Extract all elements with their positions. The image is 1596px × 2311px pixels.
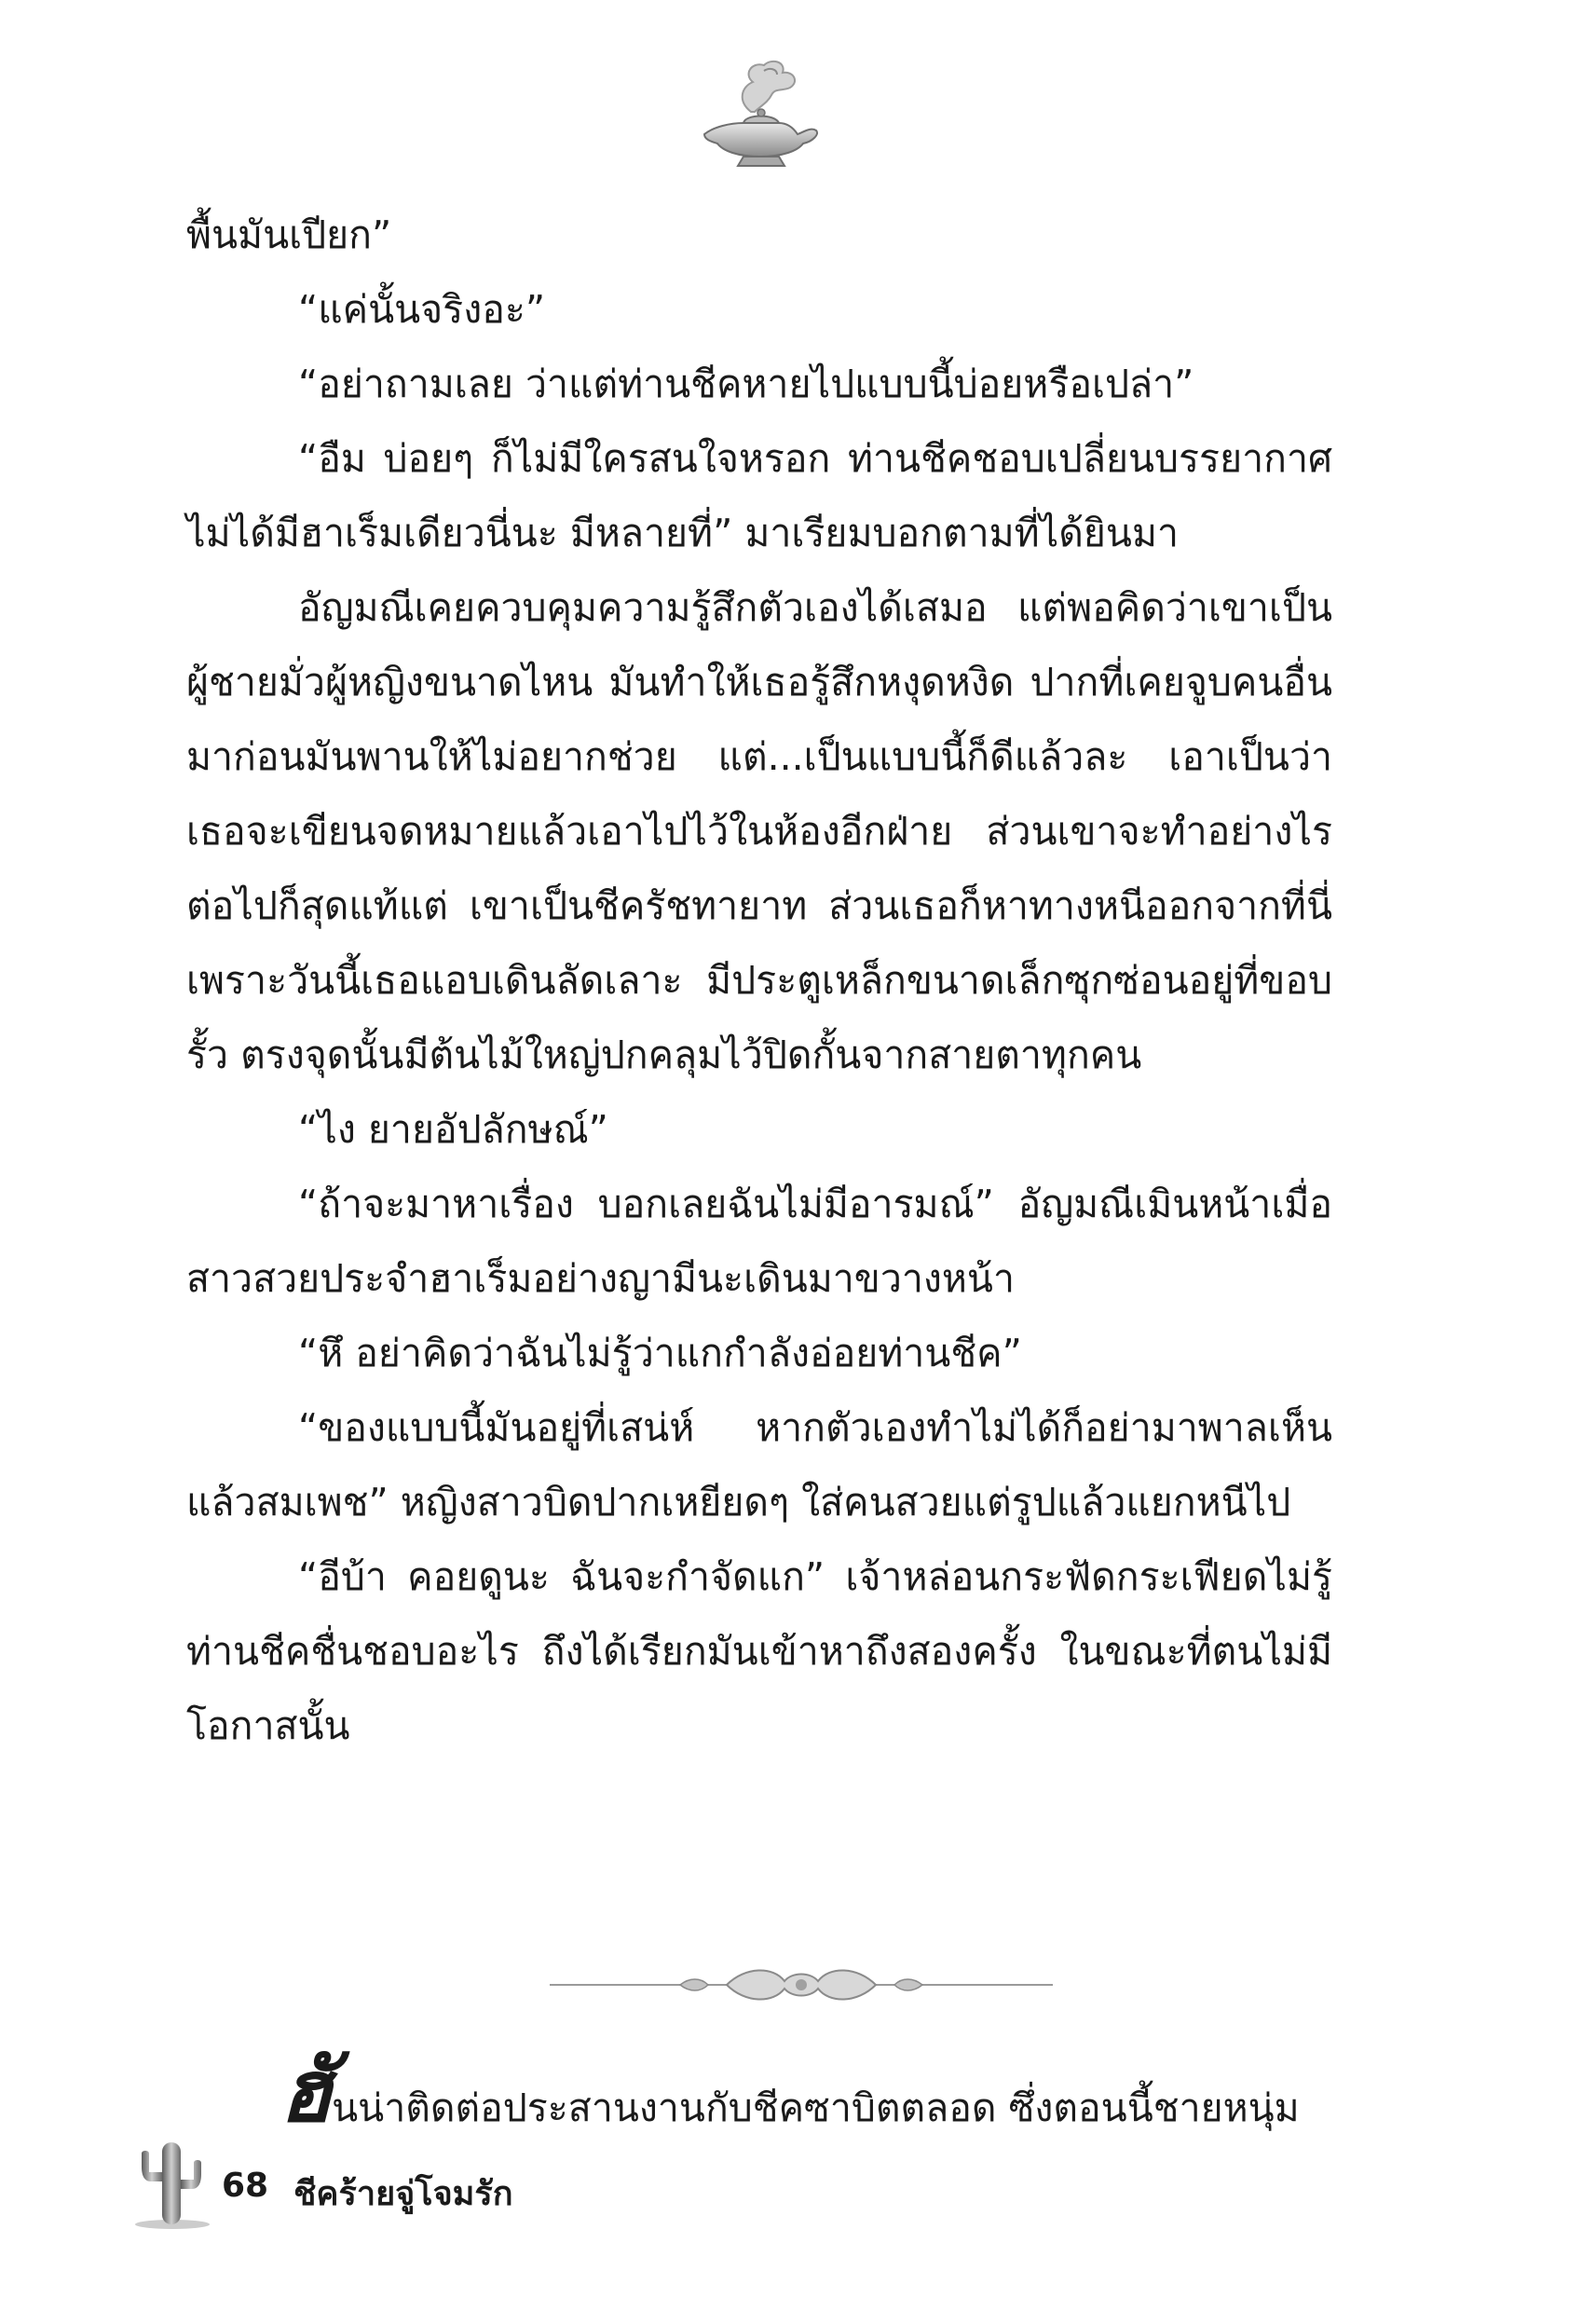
ornamental-divider-icon [540, 1957, 1062, 2013]
page-number: 68 [222, 2167, 269, 2205]
paragraph: “อีบ้า คอยดูนะ ฉันจะกำจัดแก” เจ้าหล่อนกระฟัดกระเฟียดไม่รู้ท่านชีคชื่นชอบอะไร ถึงได้เรียกมันเข้าหาถึงสองครั้ง ในขณะที่ตนไม่มีโอกาสนั้น [186, 1554, 1332, 1748]
genie-lamp-icon [686, 54, 825, 175]
paragraph: พื้นมันเปียก” [186, 212, 392, 257]
paragraph: อัญมณีเคยควบคุมความรู้สึกตัวเองได้เสมอ แต่พอคิดว่าเขาเป็นผู้ชายมั่วผู้หญิงขนาดไหน มันทำให้เธอรู้สึกหงุดหงิด ปากที่เคยจูบคนอื่นมาก่อนมันพานให้ไม่อยากช่วย แต่...เป็นแบบนี้ก็ดีแล้วละ เอาเป็นว่าเธอจะเขียนจดหมายแล้วเอาไปไว้ในห้องอีกฝ่าย ส่วนเขาจะทำอย่างไรต่อไปก็สุดแท้แต่ เขาเป็นชีครัชทายาท ส่วนเธอก็หาทางหนีออกจากที่นี่ เพราะวันนี้เธอแอบเดินลัดเลาะ มีประตูเหล็กขนาดเล็กซุกซ่อนอยู่ที่ขอบรั้ว ตรงจุดนั้นมีต้นไม้ใหญ่ปกคลุมไว้ปิดกั้นจากสายตาทุกคน [186, 585, 1332, 1077]
paragraph: “อืม บ่อยๆ ก็ไม่มีใครสนใจหรอก ท่านชีคชอบเปลี่ยนบรรยากาศ ไม่ได้มีฮาเร็มเดียวนี่นะ มีหลายที่” มาเรียมบอกตามที่ได้ยินมา [186, 436, 1332, 555]
page-body-text [186, 198, 1332, 1763]
drop-cap: ฮั [280, 2042, 333, 2141]
paragraph: “ของแบบนี้มันอยู่ที่เสน่ห์ หากตัวเองทำไม่ได้ก็อย่ามาพาลเห็นแล้วสมเพช” หญิงสาวบิดปากเหยียดๆ ใส่คนสวยแต่รูปแล้วแยกหนีไป [186, 1405, 1332, 1525]
paragraph: “อย่าถามเลย ว่าแต่ท่านชีคหายไปแบบนี้บ่อยหรือเปล่า” [298, 362, 1194, 406]
paragraph: “ไง ยายอัปลักษณ์” [298, 1107, 608, 1152]
paragraph: “ถ้าจะมาหาเรื่อง บอกเลยฉันไม่มีอารมณ์” อัญมณีเมินหน้าเมื่อสาวสวยประจำฮาเร็มอย่างญามีนะเดินมาขวางหน้า [186, 1182, 1332, 1301]
page-footer [130, 2129, 783, 2232]
cactus-icon [130, 2129, 214, 2232]
section-opening-text: นน่าติดต่อประสานงานกับชีคซาบิตตลอด ซึ่งตอนนี้ชายหนุ่ม [332, 2085, 1300, 2130]
book-title: ชีคร้ายจู่โจมรัก [293, 2175, 513, 2213]
paragraph: “หึ อย่าคิดว่าฉันไม่รู้ว่าแกกำลังอ่อยท่านชีค” [298, 1331, 1022, 1375]
paragraph: “แค่นั้นจริงอะ” [298, 287, 546, 332]
